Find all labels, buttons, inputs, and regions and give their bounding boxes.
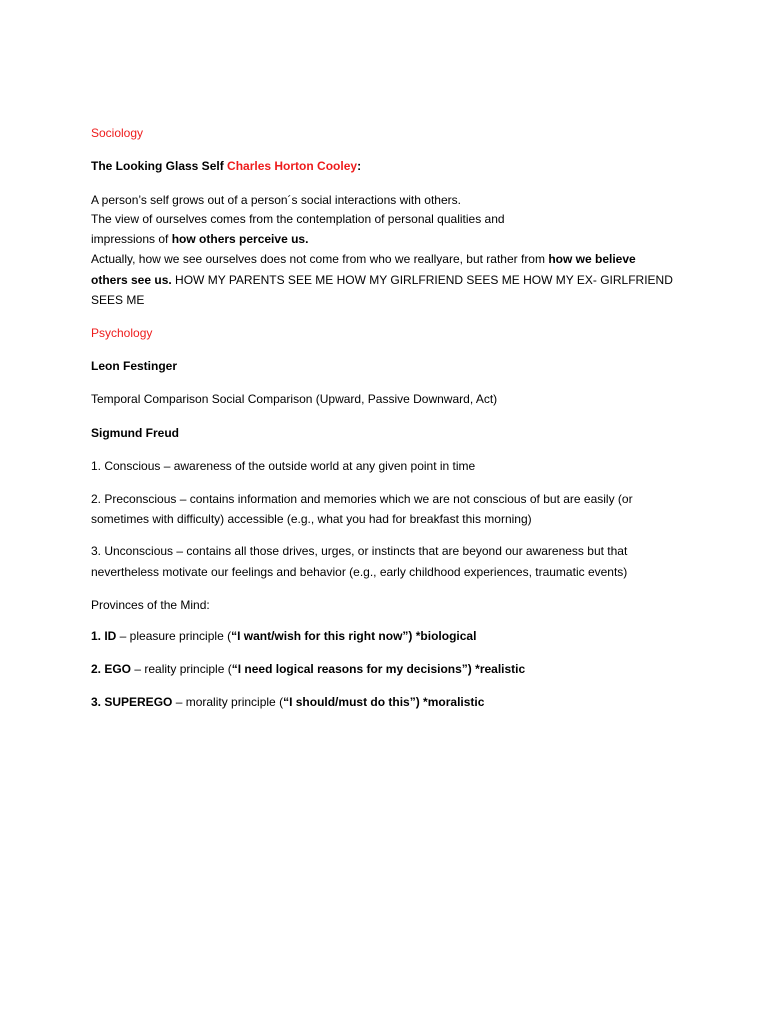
para3-bold: how others perceive us. xyxy=(171,232,309,246)
para5-bold: others see us. xyxy=(91,273,172,287)
ego-tag: *realistic xyxy=(471,662,526,676)
para5-text: HOW MY PARENTS SEE ME HOW MY GIRLFRIEND SEES ME HOW MY EX- GIRLFRIEND xyxy=(171,273,673,287)
preconscious-line-2: sometimes with difficulty) accessible (e.g., what you had for breakfast this morning) xyxy=(91,512,532,526)
sociology-heading: Sociology xyxy=(91,126,144,140)
looking-glass-label: The Looking Glass Self xyxy=(91,159,228,173)
superego-label: 3. SUPEREGO xyxy=(91,695,173,709)
superego-principle: – morality principle ( xyxy=(172,695,284,709)
preconscious-line-1: 2. Preconscious – contains information and memories which we are not conscious of but are easily (or xyxy=(91,492,633,506)
ego-label: 2. EGO xyxy=(91,662,132,676)
freud-heading: Sigmund Freud xyxy=(91,426,179,440)
id-principle: – pleasure principle ( xyxy=(116,629,232,643)
para4-bold: how we believe xyxy=(548,252,636,266)
unconscious-line-1: 3. Unconscious – contains all those drives, urges, or instincts that are beyond our awareness but that xyxy=(91,544,628,558)
author-colon: : xyxy=(357,159,362,173)
sociology-paragraph-line-6: SEES ME xyxy=(91,293,145,307)
superego-quote: “I should/must do this”) *moralistic xyxy=(283,695,485,709)
looking-glass-line xyxy=(91,158,361,174)
comparison-line: Temporal Comparison Social Comparison (Upward, Passive Downward, Act) xyxy=(91,392,498,406)
ego-principle: – reality principle ( xyxy=(131,662,232,676)
ego-line xyxy=(91,661,525,677)
superego-line xyxy=(91,694,484,710)
sociology-paragraph-line-2: The view of ourselves comes from the contemplation of personal qualities and xyxy=(91,212,505,226)
author-name: Charles Horton Cooley xyxy=(227,159,358,173)
provinces-heading: Provinces of the Mind: xyxy=(91,598,210,612)
psychology-heading: Psychology xyxy=(91,326,153,340)
conscious-line: 1. Conscious – awareness of the outside world at any given point in time xyxy=(91,459,476,473)
ego-quote: “I need logical reasons for my decisions”) xyxy=(231,662,472,676)
id-line xyxy=(91,628,476,644)
sociology-paragraph-line-5 xyxy=(91,272,673,288)
id-label: 1. ID xyxy=(91,629,117,643)
festinger-heading: Leon Festinger xyxy=(91,359,178,373)
id-quote: “I want/wish for this right now”) *biological xyxy=(231,629,477,643)
sociology-paragraph-line-4 xyxy=(91,251,636,267)
sociology-paragraph-line-3 xyxy=(91,231,308,247)
unconscious-line-2: nevertheless motivate our feelings and behavior (e.g., early childhood experiences, traumatic events) xyxy=(91,565,628,579)
para3-text: impressions of xyxy=(91,232,172,246)
para4-text: Actually, how we see ourselves does not come from who we reallyare, but rather from xyxy=(91,252,549,266)
sociology-paragraph-line-1: A person’s self grows out of a person´s social interactions with others. xyxy=(91,193,461,207)
